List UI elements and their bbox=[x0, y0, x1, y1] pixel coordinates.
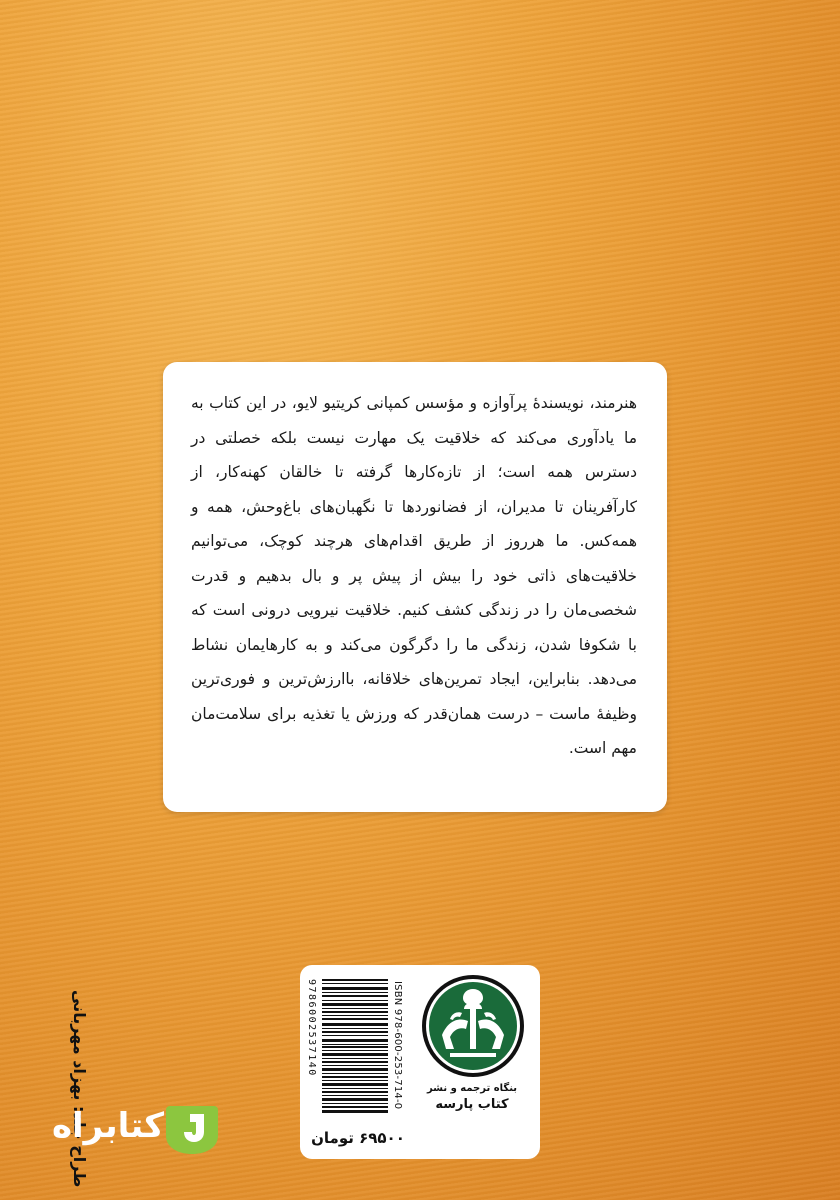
isbn-label: ISBN 978-600-253-714-0 bbox=[392, 981, 403, 1110]
barcode bbox=[322, 979, 388, 1113]
publisher-name bbox=[408, 1081, 536, 1113]
price-label: ۶۹۵۰۰ تومان bbox=[311, 1129, 405, 1147]
ketabrah-logo-icon bbox=[164, 1098, 220, 1156]
back-cover-blurb bbox=[163, 362, 667, 812]
publisher-subtitle: بنگاه ترجمه و نشر bbox=[426, 1083, 518, 1094]
cover-designer-credit: طراح جلد: بهزاد مهربانی bbox=[70, 990, 89, 1188]
barcode-panel bbox=[300, 965, 540, 1159]
publisher-title: کتاب پارسه bbox=[435, 1097, 509, 1112]
ketabrah-brand[interactable] bbox=[18, 1098, 218, 1158]
barcode-digits: 9786002537140 bbox=[306, 979, 317, 1077]
griffin-seal-icon bbox=[420, 973, 526, 1079]
ketabrah-wordmark: کتابراه bbox=[51, 1106, 164, 1146]
blurb-text: هنرمند، نویسندهٔ پرآوازه و مؤسس کمپانی کریتیو لایو، در این کتاب به ما یادآوری می‌کند که خلاقیت یک مهارت نیست بلکه خصلتی در دسترس همه است؛ از تازه‌کارها گرفته تا خالقان کهنه‌کار، از کارآفرینان تا مدیران، از فضانوردها تا نگهبان‌های باغ‌وحش، همه و همه‌کس. ما هرروز از طریق اقدام‌های هرچند کوچک، می‌توانیم خلاقیت‌های ذاتی خود را بیش از پیش پر و بال بدهیم و قدرت شخصی‌مان را در زندگی کشف کنیم. خلاقیت نیرویی درونی است که با شکوفا شدن، زندگی ما را دگرگون می‌کند و به کارهایمان نشاط می‌دهد. بنابراین، ایجاد تمرین‌های خلاقانه، باارزش‌ترین و فوری‌ترین وظیفهٔ ماست – درست همان‌قدر که ورزش یا تغذیه برای سلامت‌مان مهم است. bbox=[191, 394, 637, 757]
